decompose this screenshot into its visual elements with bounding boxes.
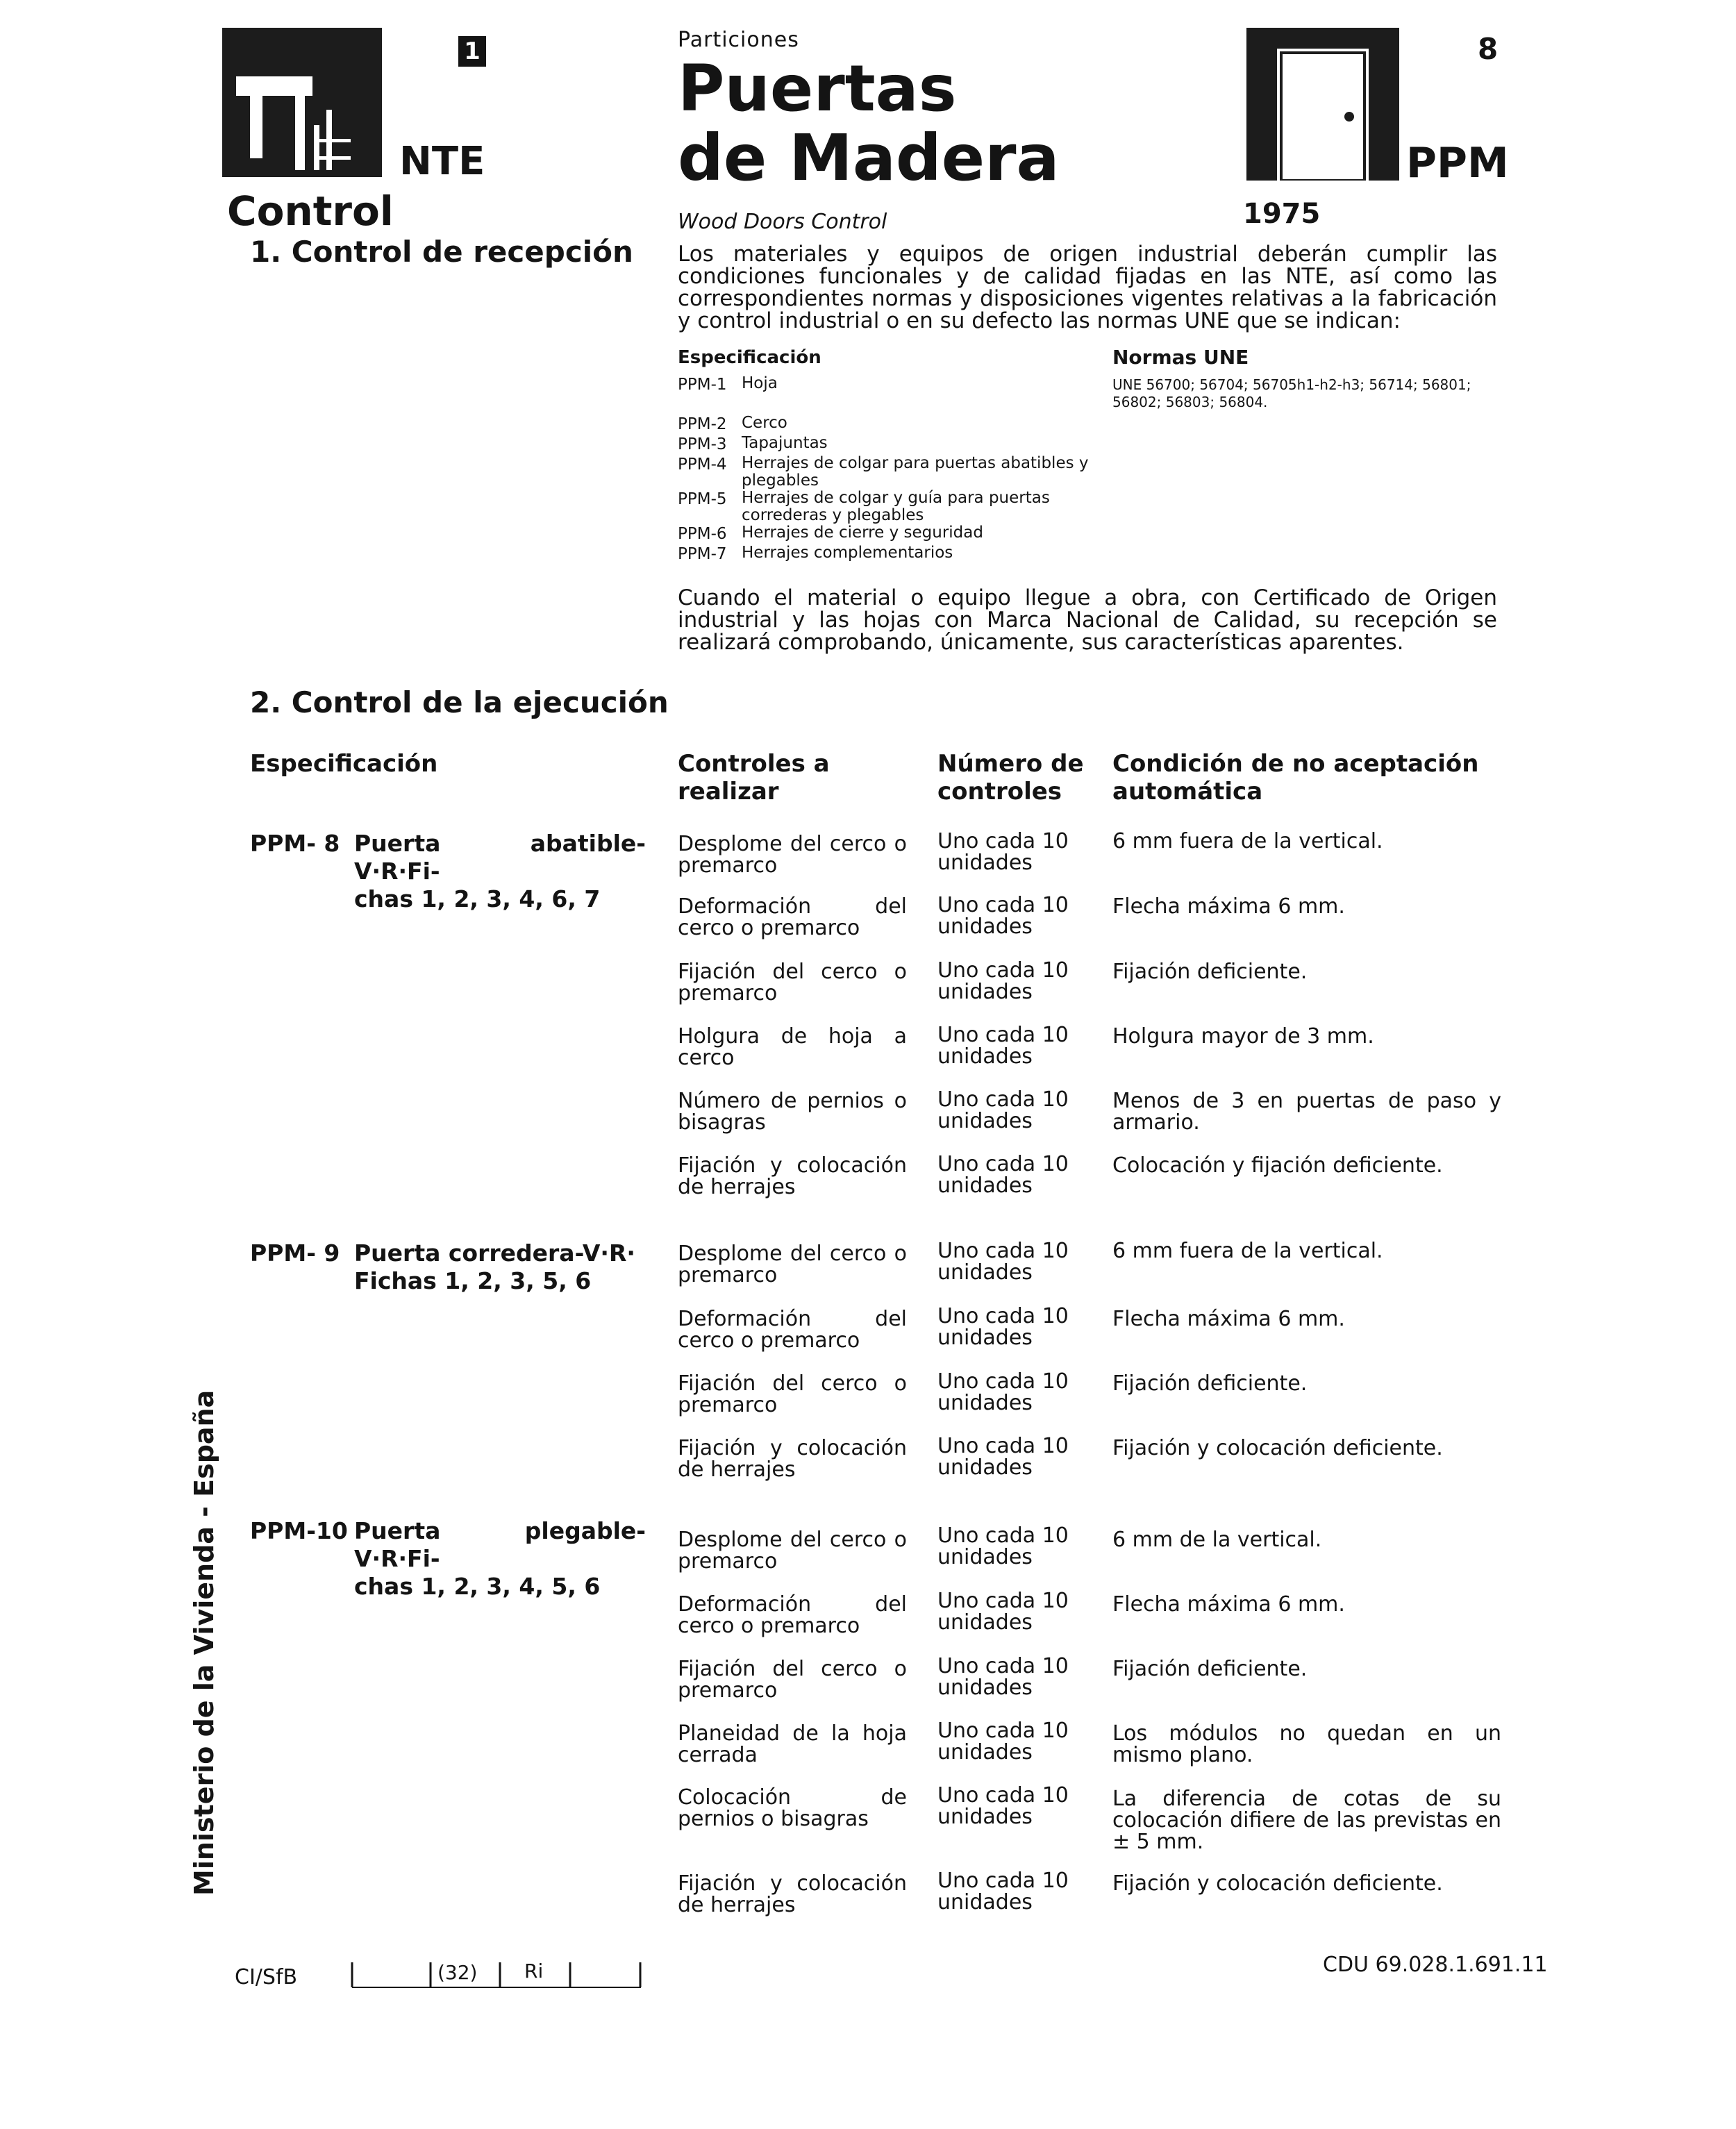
year: 1975 bbox=[1243, 198, 1321, 230]
control-heading: Control bbox=[227, 187, 394, 235]
nte-logo bbox=[222, 28, 382, 177]
control-cell: Desplome del cerco o premarco bbox=[678, 832, 907, 878]
number-cell: Uno cada 10 unidades bbox=[937, 1304, 1069, 1350]
col-header-condition: Condición de no aceptación automática bbox=[1112, 750, 1479, 805]
col-header-controls: Controles a realizar bbox=[678, 750, 830, 805]
condition-cell: Menos de 3 en puertas de paso y armario. bbox=[1112, 1089, 1501, 1135]
english-subtitle: Wood Doors Control bbox=[678, 210, 887, 234]
page-number: 8 bbox=[1478, 32, 1499, 66]
category-label: Particiones bbox=[678, 28, 799, 52]
group-spec bbox=[250, 1517, 646, 1601]
condition-cell: Fijación deficiente. bbox=[1112, 960, 1308, 984]
cisfb-code-2: Ri bbox=[524, 1960, 544, 1982]
section2-title: 2. Control de la ejecución bbox=[250, 685, 669, 719]
control-cell: Holgura de hoja a cerco bbox=[678, 1024, 907, 1070]
condition-cell: Fijación deficiente. bbox=[1112, 1371, 1308, 1396]
control-cell: Fijación y colocación de herrajes bbox=[678, 1871, 907, 1917]
group-fichas: Fichas 1, 2, 3, 5, 6 bbox=[354, 1267, 592, 1294]
condition-cell: Holgura mayor de 3 mm. bbox=[1112, 1024, 1374, 1049]
number-cell: Uno cada 10 unidades bbox=[937, 1654, 1069, 1700]
spec-code: PPM-1 bbox=[678, 376, 727, 394]
reception-intro: Los materiales y equipos de origen industrial deberán cumplir las condiciones funcionales y de calidad fijadas en las NTE, así como las correspondientes normas y disposiciones vigentes relativas a la fabricación y control industrial o en su defecto las normas UNE que se indican: bbox=[678, 242, 1497, 333]
spec-list bbox=[678, 375, 1108, 565]
control-cell: Deformación del cerco o premarco bbox=[678, 894, 907, 940]
condition-cell: 6 mm fuera de la vertical. bbox=[1112, 1239, 1383, 1263]
group-code: PPM- 9 bbox=[250, 1239, 340, 1267]
number-cell: Uno cada 10 unidades bbox=[937, 893, 1069, 939]
number-cell: Uno cada 10 unidades bbox=[937, 1869, 1069, 1914]
spec-code: PPM-2 bbox=[678, 415, 727, 433]
group-desc: Puerta abatible-V·R·Fi- bbox=[354, 830, 646, 885]
control-cell: Número de pernios o bisagras bbox=[678, 1089, 907, 1135]
col-header-number: Número de controles bbox=[937, 750, 1084, 805]
number-cell: Uno cada 10 unidades bbox=[937, 1023, 1069, 1069]
group-fichas: chas 1, 2, 3, 4, 6, 7 bbox=[354, 885, 601, 912]
condition-cell: Colocación y fijación deficiente. bbox=[1112, 1153, 1443, 1178]
condition-cell: Fijación y colocación deficiente. bbox=[1112, 1436, 1443, 1460]
une-norms: UNE 56700; 56704; 56705h1-h2-h3; 56714; 56801; 56802; 56803; 56804. bbox=[1112, 376, 1471, 410]
page-title-line2: de Madera bbox=[678, 121, 1060, 195]
spec-text: Herrajes complementarios bbox=[742, 544, 953, 562]
control-cell: Desplome del cerco o premarco bbox=[678, 1242, 907, 1287]
spec-text: Herrajes de colgar y guía para puertas correderas y plegables bbox=[742, 489, 1050, 524]
control-cell: Fijación del cerco o premarco bbox=[678, 1657, 907, 1703]
condition-cell: Los módulos no quedan en un mismo plano. bbox=[1112, 1721, 1501, 1767]
condition-cell: 6 mm de la vertical. bbox=[1112, 1528, 1322, 1552]
spec-header: Especificación bbox=[678, 347, 821, 368]
condition-cell: La diferencia de cotas de su colocación difiere de las previstas en ± 5 mm. bbox=[1112, 1787, 1501, 1854]
spec-code: PPM-4 bbox=[678, 456, 727, 474]
spec-text: Cerco bbox=[742, 414, 787, 432]
spec-text: Herrajes de colgar para puertas abatibles y plegables bbox=[742, 454, 1089, 490]
spec-code: PPM-6 bbox=[678, 525, 727, 543]
condition-cell: Fijación deficiente. bbox=[1112, 1657, 1308, 1681]
spec-item bbox=[678, 415, 1108, 435]
norms-header: Normas UNE bbox=[1112, 346, 1249, 369]
ministry-sidebar-text: Ministerio de la Vivienda - España bbox=[189, 1389, 219, 1896]
control-cell: Fijación y colocación de herrajes bbox=[678, 1436, 907, 1482]
number-cell: Uno cada 10 unidades bbox=[937, 1523, 1069, 1569]
number-cell: Uno cada 10 unidades bbox=[937, 958, 1069, 1004]
spec-code: PPM-7 bbox=[678, 545, 727, 563]
number-cell: Uno cada 10 unidades bbox=[937, 1087, 1069, 1133]
spec-text: Hoja bbox=[742, 374, 778, 392]
spec-text: Tapajuntas bbox=[742, 434, 828, 452]
door-icon bbox=[1246, 28, 1399, 181]
condition-cell: Flecha máxima 6 mm. bbox=[1112, 1307, 1345, 1331]
spec-item bbox=[678, 524, 1108, 544]
reception-closing: Cuando el material o equipo llegue a obra, con Certificado de Origen industrial y las hojas con Marca Nacional de Calidad, su recepción se realizará comprobando, únicamente, sus características aparentes. bbox=[678, 585, 1497, 655]
spec-item bbox=[678, 544, 1108, 565]
condition-cell: 6 mm fuera de la vertical. bbox=[1112, 829, 1383, 853]
control-cell: Fijación y colocación de herrajes bbox=[678, 1153, 907, 1199]
chapter-badge: 1 bbox=[458, 36, 486, 67]
control-cell: Fijación del cerco o premarco bbox=[678, 960, 907, 1005]
spec-code: PPM-5 bbox=[678, 490, 727, 508]
section1-title: 1. Control de recepción bbox=[250, 235, 633, 269]
control-cell: Fijación del cerco o premarco bbox=[678, 1371, 907, 1417]
condition-cell: Fijación y colocación deficiente. bbox=[1112, 1871, 1443, 1896]
group-spec bbox=[250, 1239, 646, 1295]
number-cell: Uno cada 10 unidades bbox=[937, 1719, 1069, 1764]
spec-item bbox=[678, 375, 1108, 395]
number-cell: Uno cada 10 unidades bbox=[937, 1369, 1069, 1415]
control-cell: Planeidad de la hoja cerrada bbox=[678, 1721, 907, 1767]
spec-code: PPM-3 bbox=[678, 435, 727, 453]
number-cell: Uno cada 10 unidades bbox=[937, 1783, 1069, 1829]
group-spec bbox=[250, 830, 646, 913]
group-code: PPM-10 bbox=[250, 1517, 348, 1544]
number-cell: Uno cada 10 unidades bbox=[937, 1589, 1069, 1635]
number-cell: Uno cada 10 unidades bbox=[937, 1239, 1069, 1285]
group-desc: Puerta corredera-V·R· bbox=[354, 1239, 635, 1267]
number-cell: Uno cada 10 unidades bbox=[937, 1152, 1069, 1198]
control-cell: Colocación de pernios o bisagras bbox=[678, 1785, 907, 1831]
number-cell: Uno cada 10 unidades bbox=[937, 829, 1069, 875]
spec-item bbox=[678, 455, 1108, 490]
group-code: PPM- 8 bbox=[250, 830, 340, 857]
group-desc: Puerta plegable-V·R·Fi- bbox=[354, 1517, 646, 1572]
condition-cell: Flecha máxima 6 mm. bbox=[1112, 894, 1345, 919]
group-fichas: chas 1, 2, 3, 4, 5, 6 bbox=[354, 1573, 601, 1600]
col-header-spec: Especificación bbox=[250, 750, 438, 778]
page-title-line1: Puertas bbox=[678, 51, 957, 126]
cisfb-label: CI/SfB bbox=[235, 1965, 298, 1989]
number-cell: Uno cada 10 unidades bbox=[937, 1434, 1069, 1480]
ppm-code: PPM bbox=[1406, 139, 1509, 187]
spec-item bbox=[678, 435, 1108, 455]
control-cell: Desplome del cerco o premarco bbox=[678, 1528, 907, 1573]
cisfb-classification-box bbox=[351, 1958, 642, 1989]
cdu-code: CDU 69.028.1.691.11 bbox=[1323, 1953, 1548, 1977]
spec-text: Herrajes de cierre y seguridad bbox=[742, 524, 983, 542]
spec-item bbox=[678, 490, 1108, 524]
cisfb-code-1: (32) bbox=[437, 1961, 478, 1984]
condition-cell: Flecha máxima 6 mm. bbox=[1112, 1592, 1345, 1617]
nte-label: NTE bbox=[399, 139, 485, 184]
control-cell: Deformación del cerco o premarco bbox=[678, 1307, 907, 1353]
control-cell: Deformación del cerco o premarco bbox=[678, 1592, 907, 1638]
